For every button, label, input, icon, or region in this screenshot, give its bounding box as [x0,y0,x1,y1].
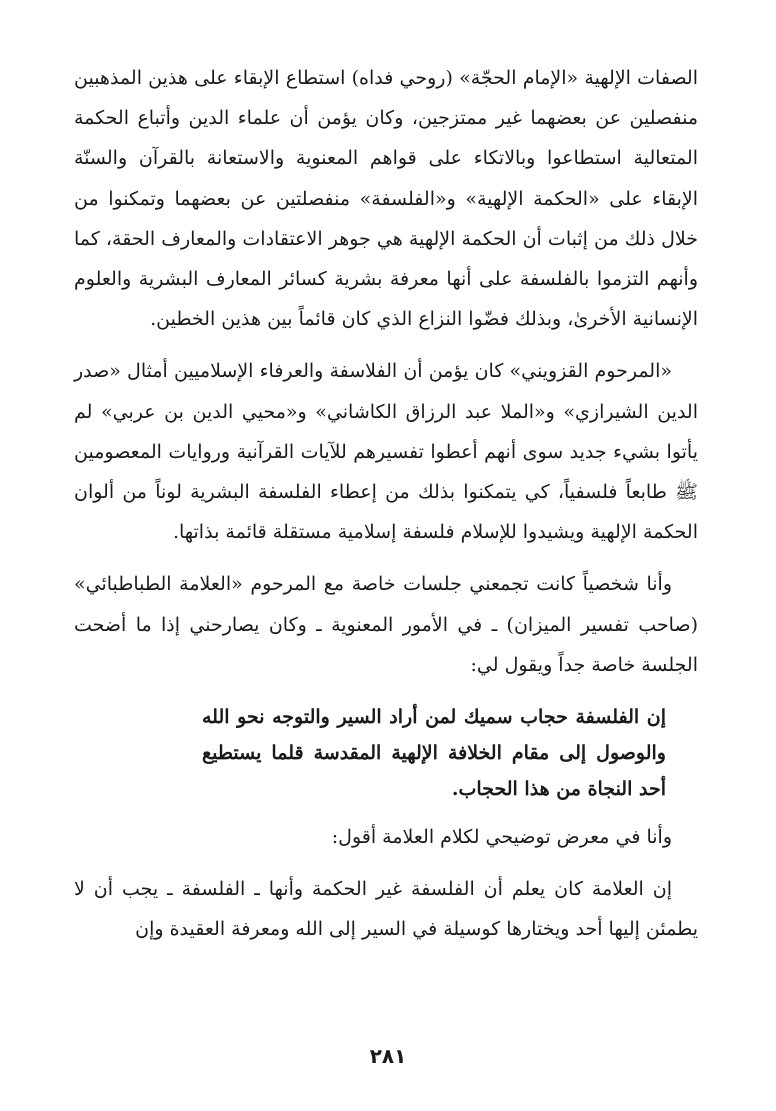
paragraph-qazwini: «المرحوم القزويني» كان يؤمن أن الفلاسفة والعرفاء الإسلاميين أمثال «صدر الدين الشيرازي» و«الملا عبد الرزاق الكاشاني» و«محيي الدين بن عربي» لم يأتوا بشيء جديد سوى أنهم أعطوا تفسيرهم للآيات القرآنية وروايات المعصومين ﷺ طابعاً فلسفياً، كي يتمكنوا بذلك من إعطاء الفلسفة البشرية لوناً من ألوان الحكمة الإلهية ويشيدوا للإسلام فلسفة إسلامية مستقلة قائمة بذاتها. [74,360,698,544]
paragraph-tabatabai: وأنا شخصياً كانت تجمعني جلسات خاصة مع المرحوم «العلامة الطباطبائي» (صاحب تفسير الميزان) ـ في الأمور المعنوية ـ وكان يصارحني إذا ما أضحت الجلسة خاصة جداً ويقول لي: [74,573,698,676]
paragraph-divine-attributes: الصفات الإلهية «الإمام الحجّة» (روحي فداه) استطاع الإبقاء على هذين المذهبين منفصلين عن بعضهما غير ممتزجين، وكان يؤمن أن علماء الدين وأتباع الحكمة المتعالية استطاعوا وبالاتكاء على قواهم المعنوية والاستعانة بالقرآن والسنّة الإبقاء على «الحكمة الإلهية» و«الفلسفة» منفصلتين عن بعضهما وتمكنوا من خلال ذلك من إثبات أن الحكمة الإلهية هي جوهر الاعتقادات والمعارف الحقة، كما وأنهم التزموا بالفلسفة على أنها معرفة بشرية كسائر المعارف البشرية والعلوم الإنسانية الأخرىٰ، وبذلك فضّوا النزاع الذي كان قائماً بين هذين الخطين. [74,67,698,331]
block-quote-philosophy-veil: إن الفلسفة حجاب سميك لمن أراد السير والتوجه نحو الله والوصول إلى مقام الخلافة الإلهية المقدسة قلما يستطيع أحد النجاة من هذا الحجاب. [202,706,666,801]
paragraph-philosophy-not-wisdom: إن العلامة كان يعلم أن الفلسفة غير الحكمة وأنها ـ الفلسفة ـ يجب أن لا يطمئن إليها أحد ويختارها كوسيلة في السير إلى الله ومعرفة العقيدة وإن [74,878,698,941]
page-number: ٢٨١ [369,1044,407,1068]
paragraph-explanation-intro: وأنا في معرض توضيحي لكلام العلامة أقول: [331,826,672,849]
page-body [74,58,698,950]
